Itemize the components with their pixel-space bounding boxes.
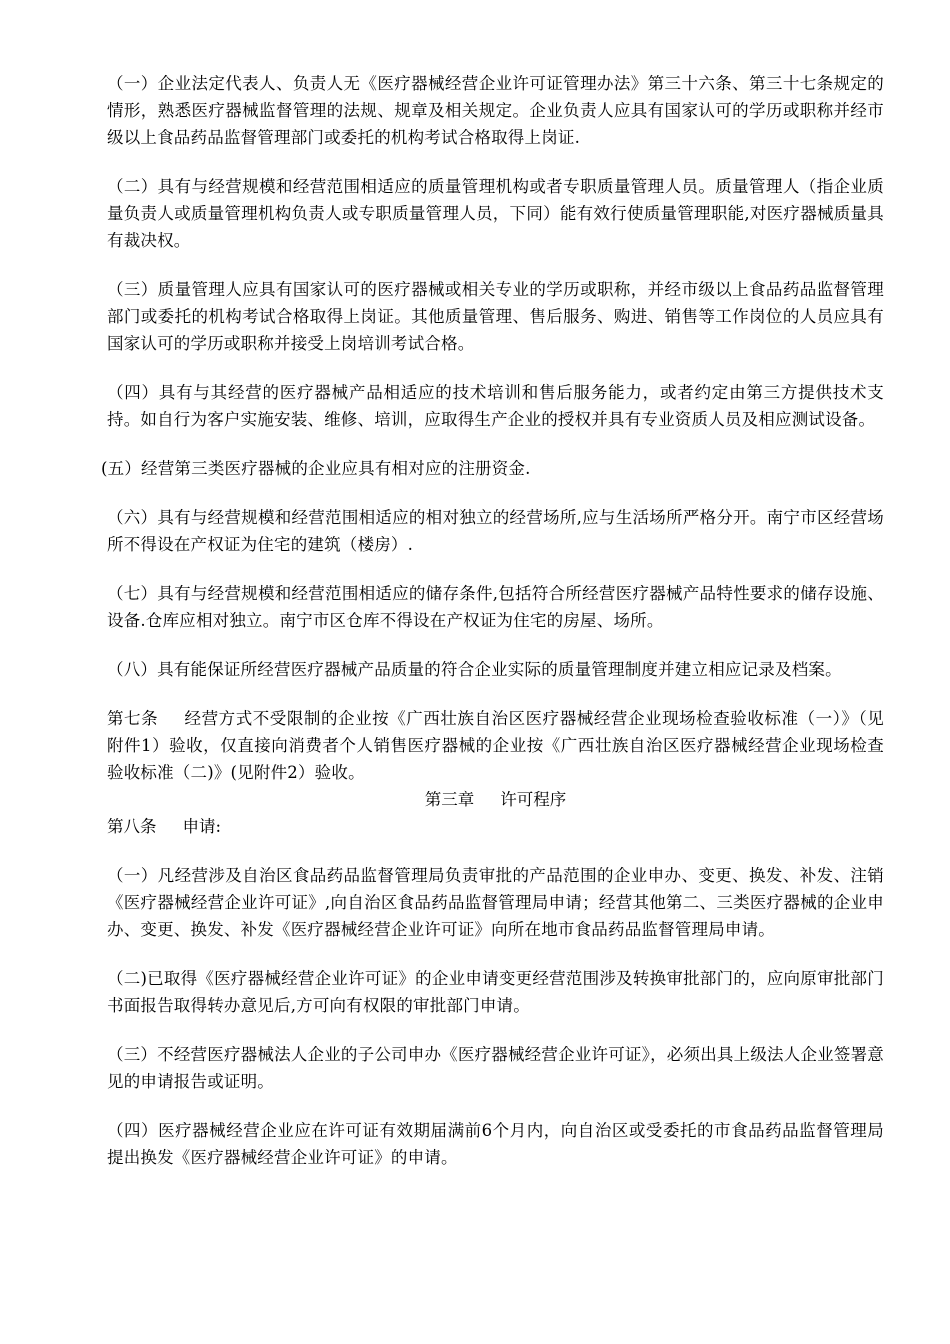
chapter-label: 第三章 — [424, 790, 475, 809]
chapter-heading — [107, 786, 884, 813]
paragraph-item-3: （三）质量管理人应具有国家认可的医疗器械或相关专业的学历或职称，并经市级以上食品药品监督管理部门或委托的机构考试合格取得上岗证。其他质量管理、售后服务、购进、销售等工作岗位的人员应具有国家认可的学历或职称并接受上岗培训考试合格。 — [107, 280, 884, 353]
paragraph-item-1: （一）企业法定代表人、负责人无《医疗器械经营企业许可证管理办法》第三十六条、第三十七条规定的情形，熟悉医疗器械监督管理的法规、规章及相关规定。企业负责人应具有国家认可的学历或职称并经市级以上食品药品监督管理部门或委托的机构考试合格取得上岗证. — [107, 74, 884, 147]
paragraph-item-11: （三）不经营医疗器械法人企业的子公司申办《医疗器械经营企业许可证》，必须出具上级法人企业签署意见的申请报告或证明。 — [107, 1045, 884, 1091]
paragraph-item-7: （七）具有与经营规模和经营范围相适应的储存条件,包括符合所经营医疗器械产品特性要求的储存设施、设备.仓库应相对独立。南宁市区仓库不得设在产权证为住宅的房屋、场所。 — [107, 584, 884, 630]
paragraph-item-2: （二）具有与经营规模和经营范围相适应的质量管理机构或者专职质量管理人员。质量管理人（指企业质量负责人或质量管理机构负责人或专职质量管理人员，下同）能有效行使质量管理职能,对医疗器械质量具有裁决权。 — [107, 177, 884, 250]
paragraph-item-12: （四）医疗器械经营企业应在许可证有效期届满前6个月内，向自治区或受委托的市食品药品监督管理局提出换发《医疗器械经营企业许可证》的申请。 — [107, 1121, 884, 1167]
article-8 — [107, 813, 884, 840]
article-7 — [107, 705, 884, 786]
paragraph-item-10: （二)已取得《医疗器械经营企业许可证》的企业申请变更经营范围涉及转换审批部门的，应向原审批部门书面报告取得转办意见后,方可向有权限的审批部门申请。 — [107, 969, 884, 1015]
chapter-title: 许可程序 — [500, 790, 567, 809]
article-7-label: 第七条 — [107, 709, 159, 728]
paragraph-item-8: （八）具有能保证所经营医疗器械产品质量的符合企业实际的质量管理制度并建立相应记录及档案。 — [107, 660, 842, 679]
paragraph-item-4: （四）具有与其经营的医疗器械产品相适应的技术培训和售后服务能力，或者约定由第三方提供技术支持。如自行为客户实施安装、维修、培训，应取得生产企业的授权并具有专业资质人员及相应测试设备。 — [107, 383, 884, 429]
paragraph-item-9: （一）凡经营涉及自治区食品药品监督管理局负责审批的产品范围的企业申办、变更、换发、补发、注销《医疗器械经营企业许可证》,向自治区食品药品监督管理局申请；经营其他第二、三类医疗器械的企业申办、变更、换发、补发《医疗器械经营企业许可证》向所在地市食品药品监督管理局申请。 — [107, 866, 884, 939]
article-8-label: 第八条 — [107, 817, 157, 836]
paragraph-item-6: （六）具有与经营规模和经营范围相适应的相对独立的经营场所,应与生活场所严格分开。南宁市区经营场所不得设在产权证为住宅的建筑（楼房）. — [107, 508, 884, 554]
article-7-text: 经营方式不受限制的企业按《广西壮族自治区医疗器械经营企业现场检查验收标准（一）》（见附件1）验收，仅直接向消费者个人销售医疗器械的企业按《广西壮族自治区医疗器械经营企业现场检查验收标准（二)》(见附件2）验收。 — [107, 709, 884, 782]
paragraph-item-5: (五）经营第三类医疗器械的企业应具有相对应的注册资金. — [101, 459, 531, 478]
article-8-text: 申请: — [182, 817, 222, 836]
